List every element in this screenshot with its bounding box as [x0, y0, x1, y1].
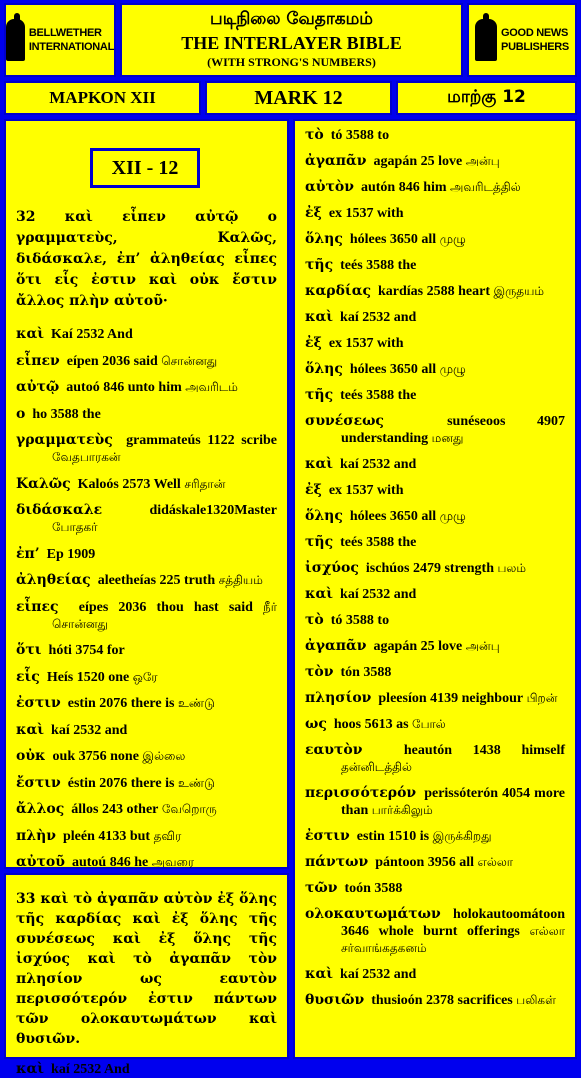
word-entry [305, 413, 565, 447]
word-entry [305, 153, 565, 170]
greek-word: καὶ [16, 721, 45, 738]
transliteration: ischúos 2479 strength [365, 561, 494, 576]
transliteration: Ep 1909 [46, 546, 96, 562]
transliteration: aleetheías 225 truth [97, 573, 216, 588]
word-entry [16, 748, 277, 765]
left-logo-line1: BELLWETHER [28, 27, 102, 39]
greek-word: ὅλης [305, 508, 343, 524]
transliteration: perissóterón 4054 more than [341, 786, 565, 818]
word-entry [305, 966, 565, 983]
word-entry [16, 502, 277, 536]
tamil-meaning: இருதயம் [493, 284, 545, 298]
title-block [120, 3, 463, 77]
greek-word: τῆς [305, 534, 334, 550]
greek-word: καὶ [305, 456, 334, 472]
greek-word: τῶν [305, 880, 338, 896]
tamil-meaning: சொன்னது [161, 353, 218, 368]
word-entry [305, 309, 565, 326]
transliteration: agapán 25 love [373, 154, 463, 169]
transliteration: Kaí 2532 And [51, 327, 133, 342]
tamil-meaning: போல் [412, 717, 446, 731]
tamil-meaning: உண்டு [177, 775, 215, 790]
tamil-meaning: தவிர [153, 828, 182, 843]
greek-word: τὸν [305, 664, 334, 680]
chapter-tamil: மாற்கு 12 [396, 81, 577, 115]
right-logo [467, 3, 577, 77]
word-entry [305, 742, 565, 776]
tamil-meaning: முழு [439, 232, 466, 246]
transliteration: eípen 2036 said [66, 353, 158, 369]
transliteration: didáskale1320Master [149, 503, 277, 518]
word-entry [16, 379, 277, 396]
greek-word: ὅτι [16, 642, 42, 658]
chapter-greek: ΜΑΡΚΟΝ XII [4, 81, 201, 115]
greek-word: ἐξ [305, 335, 322, 351]
transliteration: autoú 846 he [71, 855, 149, 870]
transliteration: teés 3588 the [340, 258, 417, 273]
verse-32-word-list [16, 326, 277, 871]
transliteration: ex 1537 with [328, 336, 404, 351]
greek-word: εαυτὸν [305, 742, 363, 758]
transliteration: autoó 846 unto him [66, 380, 182, 395]
transliteration: ouk 3756 none [52, 749, 139, 764]
greek-word: τὸ [305, 127, 324, 143]
word-entry [305, 828, 565, 845]
word-entry [16, 326, 277, 343]
tamil-meaning: உண்டு [177, 696, 215, 710]
greek-word: καὶ [305, 586, 334, 602]
tamil-meaning: பிறன் [526, 691, 558, 705]
transliteration: ex 1537 with [328, 206, 404, 221]
title-english: THE INTERLAYER BIBLE [181, 33, 402, 53]
transliteration: kaí 2532 and [340, 587, 417, 602]
tamil-meaning: இருக்கிறது [432, 829, 492, 843]
transliteration: grammateús 1122 scribe [126, 433, 277, 448]
greek-word: καὶ [305, 966, 334, 982]
word-entry [305, 387, 565, 404]
tamil-meaning: வேதபாரகன் [52, 450, 121, 464]
transliteration: hólees 3650 all [349, 362, 437, 377]
tamil-meaning: தன்னிடத்தில் [341, 760, 412, 774]
transliteration: hoos 5613 as [333, 717, 409, 732]
word-entry [305, 205, 565, 222]
tamil-meaning: ஒரே [132, 669, 158, 684]
tamil-meaning: இல்லை [142, 749, 186, 763]
right-logo-line1: GOOD NEWS [501, 27, 569, 39]
greek-word: θυσιῶν [305, 992, 365, 1008]
word-entry [16, 775, 277, 792]
word-entry [305, 854, 565, 871]
greek-word: ἐξ [305, 205, 322, 221]
transliteration: éstin 2076 there is [67, 775, 175, 791]
chapter-verse-label: XII - 12 [90, 148, 200, 188]
word-entry [16, 353, 277, 370]
word-entry [16, 669, 277, 686]
word-entry [305, 127, 565, 144]
word-entry [305, 179, 565, 196]
greek-word: καὶ [305, 309, 334, 325]
greek-word: πλὴν [16, 827, 56, 844]
greek-word: ἀγαπᾶν [305, 153, 367, 169]
greek-word: ολοκαυτωμάτων [305, 906, 441, 922]
word-entry [16, 801, 277, 818]
tamil-meaning: முழு [439, 509, 466, 523]
word-entry [305, 612, 565, 629]
tamil-meaning: எல்லா சர்வாங்கதகனம் [341, 924, 565, 955]
transliteration: pleén 4133 but [62, 828, 151, 844]
word-entry [305, 257, 565, 274]
tamil-meaning: பார்க்கிலும் [371, 803, 433, 817]
transliteration: ho 3588 the [32, 406, 101, 422]
word-entry [16, 828, 277, 845]
greek-word: ἐστιν [16, 695, 61, 711]
transliteration: Heís 1520 one [46, 669, 130, 685]
word-entry [16, 599, 277, 633]
transliteration: kaí 2532 and [340, 310, 417, 325]
transliteration: sunéseoos 4907 understanding [341, 414, 565, 446]
greek-word: ἀληθείας [16, 572, 91, 588]
greek-word: περισσότερόν [305, 785, 417, 801]
word-entry [305, 690, 565, 707]
greek-word: γραμματεὺς [16, 432, 113, 448]
tamil-meaning: பலம் [497, 561, 527, 575]
title-subtitle: (WITH STRONG'S NUMBERS) [207, 55, 376, 69]
transliteration: eípes 2036 thou hast said [78, 599, 253, 615]
bellwether-logo-icon [6, 19, 25, 61]
greek-word: ως [305, 716, 327, 732]
word-entry [16, 642, 277, 659]
transliteration: agapán 25 love [373, 639, 463, 654]
word-entry [16, 722, 277, 739]
word-entry [305, 482, 565, 499]
word-entry [305, 456, 565, 473]
greek-word: ἄλλος [16, 801, 65, 817]
word-entry [305, 508, 565, 525]
greek-word: τῆς [305, 257, 334, 273]
transliteration: Kaloós 2573 Well [77, 476, 181, 492]
transliteration: kaí 2532 and [340, 457, 417, 472]
tamil-meaning: போதகர் [52, 520, 98, 534]
word-entry [305, 560, 565, 577]
tamil-meaning: பலிகள் [516, 993, 556, 1007]
transliteration: ex 1537 with [328, 483, 404, 498]
transliteration: teés 3588 the [340, 535, 417, 550]
verse-33-first-entry: καὶ kaí 2532 And [16, 1061, 130, 1077]
transliteration: teés 3588 the [340, 388, 417, 403]
verse-32-panel [4, 119, 289, 869]
word-entry [305, 638, 565, 655]
tamil-meaning: நீர் சொன்னது [52, 599, 278, 631]
greek-word: διδάσκαλε [16, 502, 103, 518]
transliteration: kaí 2532 and [51, 722, 128, 738]
greek-word: ἐστιν [305, 828, 350, 844]
word-entry [305, 880, 565, 897]
chapter-english: MARK 12 [205, 81, 392, 115]
tamil-meaning: அவரை [151, 855, 195, 869]
left-logo-line2: INTERNATIONAL [28, 41, 114, 53]
greek-word: ἰσχύος [305, 560, 359, 576]
greek-word: οὐκ [16, 748, 46, 764]
verse-33-word-panel [293, 119, 577, 1059]
word-entry [305, 785, 565, 819]
tamil-meaning: முழு [439, 362, 466, 376]
tamil-meaning: மனது [431, 431, 464, 445]
tamil-meaning: வேறொரு [161, 802, 217, 816]
word-entry [305, 361, 565, 378]
transliteration: estin 2076 there is [67, 696, 175, 711]
transliteration: tó 3588 to [330, 613, 390, 628]
word-entry [16, 572, 277, 589]
greek-word: ὅλης [305, 231, 343, 247]
greek-word: ἀγαπᾶν [305, 638, 367, 654]
transliteration: heautón 1438 himself [403, 743, 565, 758]
transliteration: kaí 2532 and [340, 967, 417, 982]
word-entry [16, 546, 277, 563]
greek-word: αὐτὸν [305, 179, 354, 195]
word-entry [305, 231, 565, 248]
left-logo [4, 3, 116, 77]
greek-word: εἶπες [16, 598, 59, 615]
verse-33-panel [4, 873, 289, 1077]
tamil-meaning: அவரிடத்தில் [450, 180, 521, 194]
greek-word: συνέσεως [305, 413, 384, 429]
verse-32-text: 32 καὶ εἶπεν αὐτῷ ο γραμματεὺς, Καλῶς, διδάσκαλε, ἐπ’ ἀληθείας εἶπες ὅτι εἷς ἐστιν καὶ οὐκ ἔστιν ἄλλος πλὴν αὐτοῦ· [16, 209, 277, 309]
transliteration: pleesíon 4139 neighbour [378, 691, 524, 706]
transliteration: kardías 2588 heart [378, 284, 490, 299]
transliteration: thusioón 2378 sacrifices [371, 993, 513, 1008]
greek-word: ο [16, 405, 26, 422]
good-news-logo-icon [475, 19, 497, 61]
transliteration: autón 846 him [360, 180, 447, 195]
greek-word: ἐξ [305, 482, 322, 498]
greek-word: πάντων [305, 854, 369, 870]
transliteration: hólees 3650 all [349, 232, 437, 247]
greek-word: εἶπεν [16, 352, 60, 369]
word-entry [16, 854, 277, 871]
tamil-meaning: அன்பு [465, 639, 500, 653]
greek-word: ἔστιν [16, 774, 61, 791]
word-entry [305, 716, 565, 733]
tamil-meaning: சத்தியம் [218, 573, 263, 587]
greek-word: ὅλης [305, 361, 343, 377]
word-entry [16, 695, 277, 712]
transliteration: hóti 3754 for [48, 643, 125, 658]
right-logo-line2: PUBLISHERS [501, 41, 569, 53]
title-tamil: படிநிலை வேதாகமம் [210, 9, 373, 29]
word-entry [305, 534, 565, 551]
verse-33-text: 33 καὶ τὸ ἀγαπᾶν αὐτὸν ἐξ ὅλης τῆς καρδίας καὶ ἐξ ὅλης τῆς συνέσεως καὶ ἐξ ὅλης τῆς ἰσχύος καὶ τὸ ἀγαπᾶν τὸν πλησίον ως εαυτὸν περισσότερόν ἐστιν πάντων τῶν ολοκαυτωμάτων καὶ θυσιῶν. [16, 891, 277, 1047]
greek-word: τὸ [305, 612, 324, 628]
word-entry [16, 432, 277, 466]
word-entry [16, 406, 277, 423]
transliteration: toón 3588 [344, 881, 403, 896]
greek-word: αὐτοῦ [16, 854, 65, 870]
transliteration: holokautoomátoon 3646 whole burnt offerings [341, 907, 565, 939]
greek-word: Καλῶς [16, 475, 71, 492]
greek-word: τῆς [305, 387, 334, 403]
word-entry [305, 283, 565, 300]
tamil-meaning: அன்பு [465, 154, 500, 168]
word-entry [305, 586, 565, 603]
transliteration: pántoon 3956 all [375, 855, 475, 870]
transliteration: tón 3588 [340, 665, 392, 680]
greek-word: καρδίας [305, 283, 371, 299]
tamil-meaning: அவரிடம் [185, 380, 238, 394]
word-entry [305, 906, 565, 957]
greek-word: καὶ [16, 326, 45, 342]
greek-word: πλησίον [305, 690, 372, 706]
verse-33-word-list [305, 127, 565, 1009]
greek-word: εἷς [16, 668, 40, 685]
greek-word: ἐπ’ [16, 545, 40, 562]
word-entry [16, 476, 277, 493]
transliteration: hólees 3650 all [349, 509, 437, 524]
tamil-meaning: சரிதான் [184, 476, 226, 491]
tamil-meaning: எல்லா [477, 855, 514, 869]
greek-word: αὐτῷ [16, 379, 60, 395]
word-entry [305, 992, 565, 1009]
transliteration: állos 243 other [71, 802, 159, 817]
transliteration: tó 3588 to [330, 128, 390, 143]
word-entry [305, 335, 565, 352]
word-entry [305, 664, 565, 681]
transliteration: estin 1510 is [356, 829, 430, 844]
